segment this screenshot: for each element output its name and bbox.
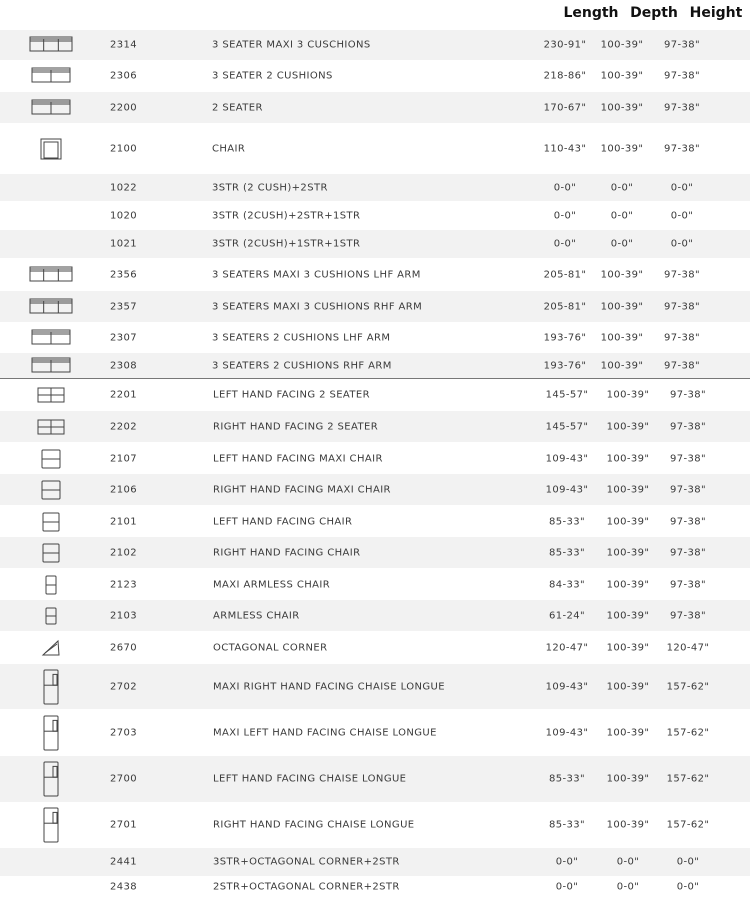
product-description: RIGHT HAND FACING 2 SEATER [213,421,379,432]
product-description: 3 SEATERS MAXI 3 CUSHIONS RHF ARM [212,301,423,312]
depth-value: 100-39" [606,773,650,785]
product-description: RIGHT HAND FACING MAXI CHAIR [213,484,391,495]
lhf-chaise-icon [42,761,60,797]
product-code: 2101 [110,516,138,527]
table-row [0,30,750,60]
table-row [0,848,750,876]
product-code: 2702 [110,681,138,692]
sofa-3-cushion-icon [29,36,73,54]
product-description: LEFT HAND FACING CHAISE LONGUE [213,773,407,785]
height-value: 97-38" [663,269,701,280]
table-row [0,600,750,631]
product-code: 2441 [110,856,138,868]
height-value: 0-0" [676,856,700,868]
table-row [0,443,750,474]
product-code: 2438 [110,881,138,893]
height-value: 97-38" [669,484,707,495]
table-row [0,632,750,664]
lhf-chair-icon [42,512,60,532]
lhf-2-seater-icon [37,386,65,404]
length-value: 85-33" [548,547,586,558]
length-value: 145-57" [545,389,589,400]
product-code: 2356 [110,269,138,280]
section-divider [0,378,750,379]
length-value: 0-0" [555,856,579,868]
height-value: 97-38" [669,389,707,400]
depth-value: 100-39" [606,484,650,495]
height-value: 157-62" [666,773,710,785]
sofa-2-cushion-icon [31,67,71,85]
product-code: 2102 [110,547,138,558]
table-row [0,506,750,537]
table-row [0,802,750,848]
height-value: 0-0" [676,881,700,893]
maxi-lhf-chaise-icon [42,715,60,751]
length-value: 205-81" [543,301,587,312]
table-row [0,61,750,91]
height-value: 120-47" [666,642,710,654]
header-depth: Depth [630,5,678,21]
height-value: 157-62" [666,681,710,692]
height-value: 97-38" [663,39,701,51]
product-code: 2703 [110,727,138,738]
length-value: 205-81" [543,269,587,280]
table-row [0,353,750,378]
length-value: 0-0" [555,881,579,893]
product-code: 2107 [110,453,138,464]
depth-value: 100-39" [600,39,644,51]
product-description: 2 SEATER [212,102,263,113]
table-row [0,322,750,353]
length-value: 230-91" [543,39,587,51]
depth-value: 0-0" [610,210,634,222]
product-description: 3 SEATERS 2 CUSHIONS RHF ARM [212,360,392,371]
table-row [0,709,750,756]
chair-icon [40,138,62,160]
depth-value: 100-39" [600,70,644,82]
product-code: 1020 [110,210,138,222]
rhf-chair-icon [42,543,60,563]
table-row [0,92,750,123]
depth-value: 100-39" [600,360,644,371]
table-row [0,474,750,505]
product-code: 2106 [110,484,138,495]
product-description: MAXI ARMLESS CHAIR [213,579,331,590]
depth-value: 0-0" [616,856,640,868]
length-value: 170-67" [543,102,587,113]
product-code: 2200 [110,102,138,113]
depth-value: 100-39" [606,453,650,464]
rhf-maxi-chair-icon [41,480,61,500]
product-code: 2701 [110,819,138,831]
height-value: 97-38" [663,301,701,312]
length-value: 109-43" [545,681,589,692]
depth-value: 100-39" [600,143,644,155]
height-value: 157-62" [666,727,710,738]
table-row [0,380,750,409]
height-value: 97-38" [669,579,707,590]
depth-value: 0-0" [616,881,640,893]
depth-value: 100-39" [606,819,650,831]
product-description: 3STR (2 CUSH)+2STR [212,182,328,193]
depth-value: 100-39" [606,681,650,692]
maxi-armless-chair-icon [45,575,57,595]
product-code: 2307 [110,332,138,343]
length-value: 85-33" [548,773,586,785]
depth-value: 100-39" [606,579,650,590]
product-code: 2700 [110,773,138,785]
length-value: 145-57" [545,421,589,432]
lhf-maxi-chair-icon [41,449,61,469]
table-row [0,537,750,568]
height-value: 97-38" [669,610,707,621]
product-description: 3 SEATER 2 CUSHIONS [212,70,333,82]
height-value: 97-38" [663,143,701,155]
length-value: 120-47" [545,642,589,654]
octagonal-corner-icon [41,639,61,657]
product-code: 2314 [110,39,138,51]
height-value: 97-38" [663,332,701,343]
height-value: 97-38" [669,453,707,464]
product-code: 2306 [110,70,138,82]
armless-chair-icon [45,607,57,625]
length-value: 109-43" [545,453,589,464]
length-value: 85-33" [548,516,586,527]
product-description: MAXI RIGHT HAND FACING CHAISE LONGUE [213,681,445,692]
rhf-2-seater-icon [37,418,65,436]
sofa-2-seater-icon [31,99,71,117]
product-description: RIGHT HAND FACING CHAIR [213,547,361,558]
length-value: 0-0" [553,238,577,250]
product-code: 1022 [110,182,138,193]
product-code: 2100 [110,143,138,155]
product-description: 3STR+OCTAGONAL CORNER+2STR [213,856,400,868]
length-value: 0-0" [553,210,577,222]
depth-value: 100-39" [600,269,644,280]
length-value: 109-43" [545,484,589,495]
product-code: 2103 [110,610,138,621]
length-value: 193-76" [543,332,587,343]
table-row [0,291,750,322]
sofa-2-cushion-rhf-icon [31,357,71,375]
product-description: RIGHT HAND FACING CHAISE LONGUE [213,819,415,831]
product-description: OCTAGONAL CORNER [213,642,328,654]
depth-value: 100-39" [606,389,650,400]
table-row [0,259,750,290]
depth-value: 100-39" [606,610,650,621]
length-value: 193-76" [543,360,587,371]
product-description: LEFT HAND FACING CHAIR [213,516,353,527]
table-row [0,569,750,600]
depth-value: 100-39" [600,301,644,312]
product-code: 2202 [110,421,138,432]
length-value: 110-43" [543,143,587,155]
product-description: 3 SEATER MAXI 3 CUSCHIONS [212,39,371,51]
product-description: LEFT HAND FACING MAXI CHAIR [213,453,383,464]
height-value: 97-38" [663,70,701,82]
table-row [0,202,750,230]
product-description: MAXI LEFT HAND FACING CHAISE LONGUE [213,727,437,738]
product-description: ARMLESS CHAIR [213,610,300,621]
height-value: 97-38" [669,421,707,432]
height-value: 97-38" [663,360,701,371]
length-value: 84-33" [548,579,586,590]
depth-value: 100-39" [606,727,650,738]
length-value: 85-33" [548,819,586,831]
depth-value: 100-39" [606,421,650,432]
length-value: 109-43" [545,727,589,738]
depth-value: 100-39" [600,332,644,343]
depth-value: 100-39" [600,102,644,113]
depth-value: 0-0" [610,182,634,193]
sofa-3-cushion-rhf-icon [29,298,73,316]
depth-value: 100-39" [606,642,650,654]
product-description: LEFT HAND FACING 2 SEATER [213,389,370,400]
table-header [0,0,750,30]
product-code: 2123 [110,579,138,590]
height-value: 0-0" [670,182,694,193]
product-description: 3 SEATERS 2 CUSHIONS LHF ARM [212,332,391,343]
height-value: 97-38" [669,516,707,527]
product-code: 2201 [110,389,138,400]
product-code: 2357 [110,301,138,312]
maxi-rhf-chaise-icon [42,669,60,705]
sofa-3-cushion-lhf-icon [29,266,73,284]
height-value: 157-62" [666,819,710,831]
length-value: 218-86" [543,70,587,82]
depth-value: 100-39" [606,516,650,527]
product-description: CHAIR [212,143,246,155]
header-length: Length [563,5,619,21]
product-code: 2308 [110,360,138,371]
height-value: 97-38" [669,547,707,558]
table-row [0,664,750,709]
table-row [0,876,750,898]
product-description: 3 SEATERS MAXI 3 CUSHIONS LHF ARM [212,269,421,280]
table-row [0,174,750,201]
table-row [0,124,750,174]
height-value: 97-38" [663,102,701,113]
height-value: 0-0" [670,210,694,222]
product-description: 2STR+OCTAGONAL CORNER+2STR [213,881,400,893]
depth-value: 100-39" [606,547,650,558]
height-value: 0-0" [670,238,694,250]
table-row [0,411,750,442]
table-row [0,756,750,802]
table-row [0,230,750,258]
product-description: 3STR (2CUSH)+1STR+1STR [212,238,361,250]
length-value: 0-0" [553,182,577,193]
product-description: 3STR (2CUSH)+2STR+1STR [212,210,361,222]
length-value: 61-24" [548,610,586,621]
product-code: 2670 [110,642,138,654]
product-code: 1021 [110,238,138,250]
rhf-chaise-icon [42,807,60,843]
depth-value: 0-0" [610,238,634,250]
sofa-2-cushion-lhf-icon [31,329,71,347]
header-height: Height [689,5,743,21]
